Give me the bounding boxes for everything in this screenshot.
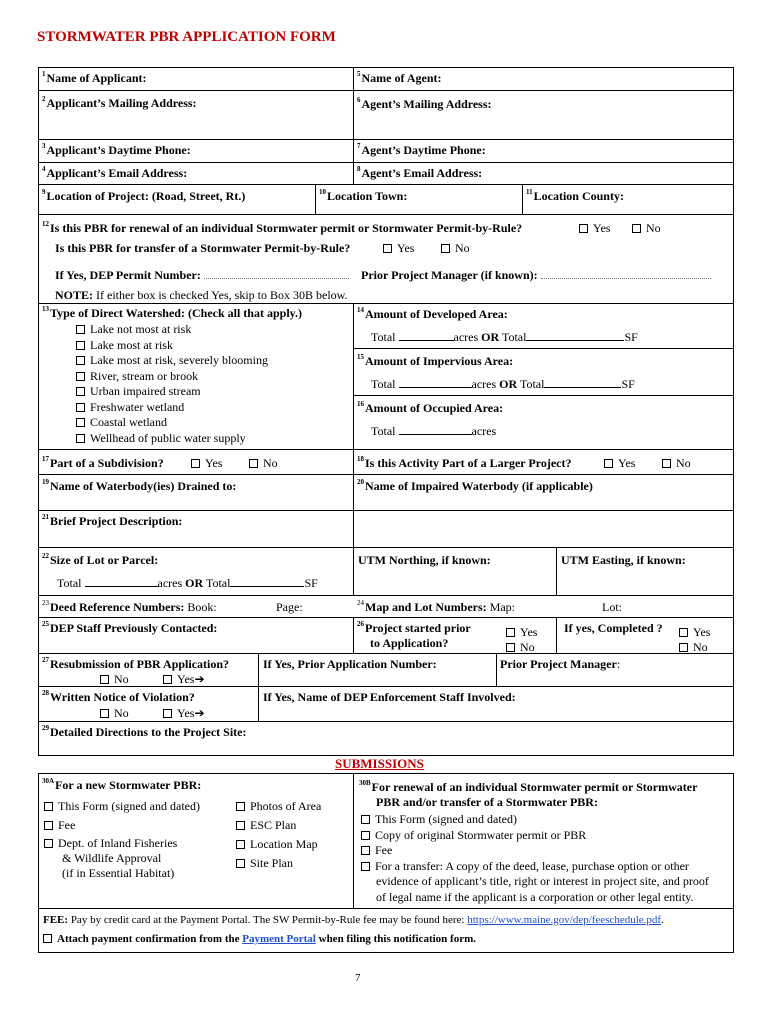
watershed-option-checkbox[interactable]: River, stream or brook [76, 369, 268, 385]
project-started-question-cont: to Application? [370, 636, 449, 650]
checkbox-icon [44, 821, 53, 830]
completed-yes-checkbox[interactable]: Yes [679, 625, 710, 640]
checkbox-icon [361, 862, 370, 871]
renewal-pbr-list: This Form (signed and dated) Copy of original Stormwater permit or PBR Fee For a transfer: A copy of the deed, lease, purchase option or other evidence of applicant’s title, right or interest in project site, and proof of legal name if the applicant is a corporation or other legal entity. [361, 812, 709, 905]
form-signed-checkbox[interactable]: This Form (signed and dated) [361, 812, 709, 828]
payment-portal-link[interactable]: Payment Portal [242, 933, 316, 945]
completed-question: If yes, Completed ? [564, 621, 663, 635]
attach-payment-checkbox[interactable]: Attach payment confirmation from the Payment Portal when filing this notification form. [43, 933, 476, 945]
occupied-acres-input[interactable] [399, 424, 472, 435]
developed-area-field[interactable]: Total acres OR Total SF [371, 330, 638, 344]
checkbox-icon [236, 821, 245, 830]
new-pbr-list [44, 797, 200, 835]
checkbox-icon [191, 459, 200, 468]
checkbox-icon [579, 224, 588, 233]
checkbox-icon [76, 403, 85, 412]
checkbox-icon [163, 709, 172, 718]
checkbox-icon [383, 244, 392, 253]
prior-project-manager-field[interactable]: Prior Project Manager: [500, 657, 621, 671]
checkbox-icon [236, 802, 245, 811]
enforcement-staff-field[interactable]: If Yes, Name of DEP Enforcement Staff Involved: [263, 690, 516, 704]
agent-address-field[interactable]: $^6$Agent’s Mailing Address: [357, 96, 492, 111]
form-checkbox[interactable]: This Form (signed and dated) [44, 797, 200, 816]
renewal-pbr-heading: $^{30B}$For renewal of an individual Stormwater permit or Stormwater [359, 779, 698, 794]
subdivision-no-checkbox[interactable]: No [249, 456, 278, 471]
impaired-waterbody-field[interactable]: $^{20}$Name of Impaired Waterbody (if applicable) [357, 478, 593, 493]
esc-plan-checkbox[interactable]: ESC Plan [236, 816, 321, 835]
agent-email-field[interactable]: $^8$Agent’s Email Address: [357, 165, 483, 180]
checkbox-icon [604, 459, 613, 468]
prior-project-manager-input[interactable] [541, 268, 711, 279]
deed-reference-field[interactable]: $^{23}$Deed Reference Numbers: Book: [42, 599, 217, 614]
transfer-no-checkbox[interactable]: No [441, 241, 470, 256]
lot-size-heading: $^{22}$Size of Lot or Parcel: [42, 552, 159, 567]
developed-area-heading: $^{14}$Amount of Developed Area: [357, 306, 508, 321]
lot-acres-input[interactable] [85, 576, 158, 587]
lot-number-field[interactable]: Lot: [602, 600, 622, 614]
larger-project-yes-checkbox[interactable]: Yes [604, 456, 635, 471]
location-town-field[interactable]: $^{10}$Location Town: [319, 188, 408, 203]
checkbox-icon [76, 325, 85, 334]
checkbox-icon [100, 709, 109, 718]
checkbox-icon [506, 643, 515, 652]
resubmission-no-checkbox[interactable]: No [100, 672, 129, 687]
agent-name-field[interactable]: $^5$Name of Agent: [357, 70, 442, 85]
checkbox-icon [100, 675, 109, 684]
watershed-option-checkbox[interactable]: Lake most at risk [76, 338, 268, 354]
completed-no-checkbox[interactable]: No [679, 640, 708, 655]
checkbox-icon [163, 675, 172, 684]
location-map-checkbox[interactable]: Location Map [236, 835, 321, 854]
checkbox-icon [44, 802, 53, 811]
checkbox-icon [44, 839, 53, 848]
watershed-options [76, 322, 268, 446]
developed-sf-input[interactable] [526, 330, 624, 341]
agent-phone-field[interactable]: $^7$Agent’s Daytime Phone: [357, 142, 486, 157]
location-county-field[interactable]: $^{11}$Location County: [526, 188, 624, 203]
checkbox-icon [361, 846, 370, 855]
impervious-area-heading: $^{15}$Amount of Impervious Area: [357, 353, 514, 368]
violation-question: $^{28}$Written Notice of Violation? [42, 689, 195, 704]
applicant-phone-field[interactable]: $^3$Applicant’s Daytime Phone: [42, 142, 191, 157]
fee-checkbox[interactable]: Fee [44, 816, 200, 835]
transfer-docs-checkbox[interactable]: For a transfer: A copy of the deed, lease, purchase option or other [361, 859, 709, 875]
resubmission-yes-checkbox[interactable]: Yes➔ [163, 672, 205, 687]
checkbox-icon [76, 434, 85, 443]
new-pbr-heading: $^{30A}$For a new Stormwater PBR: [42, 777, 202, 792]
resubmission-question: $^{27}$Resubmission of PBR Application? [42, 656, 230, 671]
map-lot-field[interactable]: $^{24}$Map and Lot Numbers: Map: [357, 599, 516, 614]
fee-note: FEE: Pay by credit card at the Payment Portal. The SW Permit-by-Rule fee may be found here: https://www.maine.gov/dep/feeschedule.pdf. [43, 914, 664, 926]
renewal-pbr-heading-cont: PBR and/or transfer of a Stormwater PBR: [376, 795, 598, 809]
transfer-yes-checkbox[interactable]: Yes [383, 241, 414, 256]
project-location-field[interactable]: $^9$Location of Project: (Road, Street, Rt.) [42, 188, 246, 203]
checkbox-icon [76, 372, 85, 381]
ifw-approval-checkbox[interactable]: Dept. of Inland Fisheries & Wildlife Approval (if in Essential Habitat) [44, 836, 177, 881]
directions-field[interactable]: $^{29}$Detailed Directions to the Project Site: [42, 724, 247, 739]
submissions-heading: SUBMISSIONS [335, 756, 424, 771]
checkbox-icon [506, 628, 515, 637]
page-title: STORMWATER PBR APPLICATION FORM [37, 29, 336, 45]
checkbox-icon [76, 387, 85, 396]
checkbox-icon [679, 628, 688, 637]
deed-page-field[interactable]: Page: [276, 600, 303, 614]
renewal-fee-checkbox[interactable]: Fee [361, 843, 709, 859]
original-permit-checkbox[interactable]: Copy of original Stormwater permit or PBR [361, 828, 709, 844]
violation-yes-checkbox[interactable]: Yes➔ [163, 706, 205, 721]
prior-project-manager-known-field[interactable]: Prior Project Manager (if known): [361, 268, 711, 283]
checkbox-icon [76, 356, 85, 365]
watershed-type-heading: $^{13}$Type of Direct Watershed: (Check all that apply.) [42, 305, 302, 320]
dep-permit-number-input[interactable] [204, 268, 349, 279]
impervious-acres-input[interactable] [399, 377, 472, 388]
watershed-option-checkbox[interactable]: Urban impaired stream [76, 384, 268, 400]
watershed-option-checkbox[interactable]: Lake not most at risk [76, 322, 268, 338]
utm-northing-field[interactable]: UTM Northing, if known: [358, 553, 491, 567]
checkbox-icon [662, 459, 671, 468]
checkbox-icon [236, 859, 245, 868]
watershed-option-checkbox[interactable]: Wellhead of public water supply [76, 431, 268, 447]
started-yes-checkbox[interactable]: Yes [506, 625, 537, 640]
transfer-question: Is this PBR for transfer of a Stormwater Permit-by-Rule? [55, 241, 351, 255]
renewal-yes-checkbox[interactable]: Yes [579, 221, 610, 236]
impervious-area-field[interactable]: Total acres OR Total SF [371, 377, 635, 391]
checkbox-icon [43, 934, 52, 943]
project-started-question: $^{26}$Project started prior [357, 620, 471, 635]
prior-application-number-field[interactable]: If Yes, Prior Application Number: [263, 657, 437, 671]
occupied-area-field[interactable]: Total acres [371, 424, 497, 438]
checkbox-icon [679, 643, 688, 652]
site-plan-checkbox[interactable]: Site Plan [236, 854, 321, 873]
applicant-email-field[interactable]: $^4$Applicant’s Email Address: [42, 165, 188, 180]
lot-sf-input[interactable] [230, 576, 304, 587]
fee-schedule-link[interactable]: https://www.maine.gov/dep/feeschedule.pdf [467, 914, 662, 926]
applicant-name-field[interactable]: $^1$Name of Applicant: [42, 70, 147, 85]
new-pbr-list-2 [236, 797, 321, 873]
watershed-option-checkbox[interactable]: Coastal wetland [76, 415, 268, 431]
impervious-sf-input[interactable] [544, 377, 621, 388]
project-description-field[interactable]: $^{21}$Brief Project Description: [42, 513, 183, 528]
larger-project-no-checkbox[interactable]: No [662, 456, 691, 471]
note: NOTE: If either box is checked Yes, skip to Box 30B below. [55, 288, 348, 302]
checkbox-icon [236, 840, 245, 849]
checkbox-icon [249, 459, 258, 468]
larger-project-question: $^{18}$Is this Activity Part of a Larger Project? [357, 455, 572, 470]
violation-no-checkbox[interactable]: No [100, 706, 129, 721]
subdivision-question: $^{17}$Part of a Subdivision? [42, 455, 164, 470]
page-number: 7 [355, 972, 361, 984]
dep-staff-field[interactable]: $^{25}$DEP Staff Previously Contacted: [42, 620, 218, 635]
utm-easting-field[interactable]: UTM Easting, if known: [561, 553, 686, 567]
photos-checkbox[interactable]: Photos of Area [236, 797, 321, 816]
checkbox-icon [361, 815, 370, 824]
checkbox-icon [361, 831, 370, 840]
watershed-option-checkbox[interactable]: Lake most at risk, severely blooming [76, 353, 268, 369]
watershed-option-checkbox[interactable]: Freshwater wetland [76, 400, 268, 416]
waterbody-field[interactable]: $^{19}$Name of Waterbody(ies) Drained to: [42, 478, 237, 493]
checkbox-icon [76, 341, 85, 350]
dep-permit-number-field[interactable]: If Yes, DEP Permit Number: [55, 268, 349, 283]
renewal-no-checkbox[interactable]: No [632, 221, 661, 236]
occupied-area-heading: $^{16}$Amount of Occupied Area: [357, 400, 504, 415]
subdivision-yes-checkbox[interactable]: Yes [191, 456, 222, 471]
checkbox-icon [632, 224, 641, 233]
checkbox-icon [441, 244, 450, 253]
checkbox-icon [76, 418, 85, 427]
renewal-question: $^{12}$Is this PBR for renewal of an individual Stormwater permit or Stormwater Permit-by-Rule? [42, 220, 523, 235]
started-no-checkbox[interactable]: No [506, 640, 535, 655]
developed-acres-input[interactable] [399, 330, 454, 341]
lot-size-field[interactable]: Total acres OR Total SF [57, 576, 318, 590]
applicant-address-field[interactable]: $^2$Applicant’s Mailing Address: [42, 95, 197, 110]
